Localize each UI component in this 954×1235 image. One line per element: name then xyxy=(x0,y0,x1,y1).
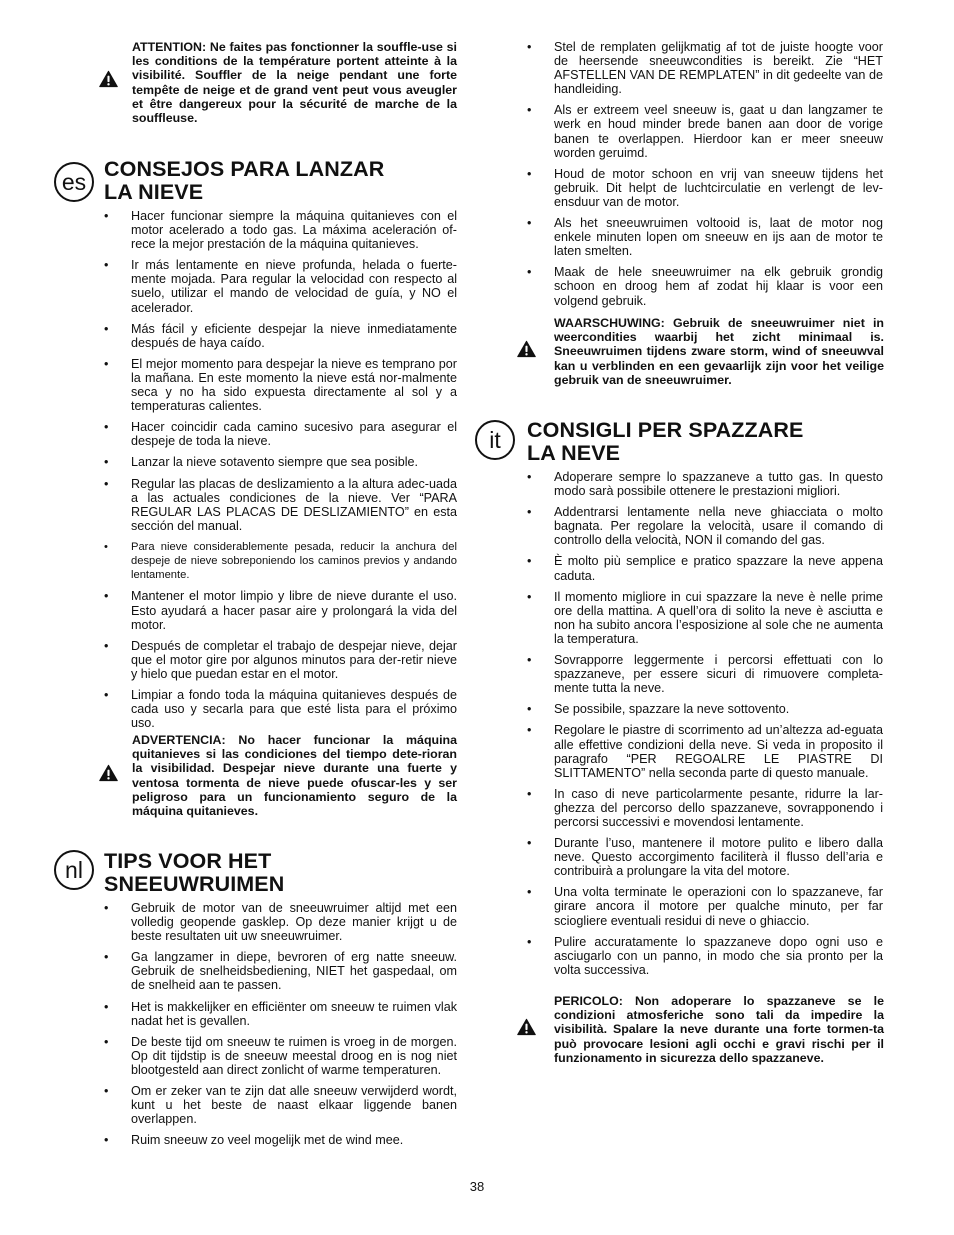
bullet: • xyxy=(104,321,109,336)
section-heading-es xyxy=(104,158,384,204)
es-warning: ADVERTENCIA: No hacer funcionar la máquina quitanieves si las condiciones del tiempo dete-rioran la visibilidad. Despejar nieve durante una fuerte y ventosa tormenta de nieve puede ofuscar-les y ser peligroso para un funcionamiento seguro de la máquina quitanieves. xyxy=(132,733,457,819)
list-item xyxy=(104,1084,457,1127)
section-heading-it xyxy=(527,419,803,465)
bullet: • xyxy=(527,786,532,801)
list-item-text: Lanzar la nieve sotavento siempre que sea posible. xyxy=(131,455,419,470)
bullet: • xyxy=(527,554,532,569)
list-item xyxy=(527,653,883,696)
section-heading-nl xyxy=(104,850,284,896)
list-item xyxy=(527,216,883,259)
fr-warning: ATTENTION: Ne faites pas fonctionner la souffle-use si les conditions de la température portent atteinte à la visibilité. Souffler de la neige pendant une forte tempête de neige et de grand vent peut vous aveugler et être dangereux pour la sécurité de marche de la souffleuse. xyxy=(132,40,457,126)
bullet: • xyxy=(527,589,532,604)
list-item-text: Para nieve considerablemente pesada, reducir la anchura del despeje de nieve sobreponiendo los caminos previos y andando lentamente. xyxy=(131,540,457,582)
heading-line: CONSEJOS PARA LANZAR xyxy=(104,157,385,181)
list-item xyxy=(527,265,883,308)
list-item xyxy=(104,455,457,470)
bullet: • xyxy=(527,885,532,900)
nl-warning: WAARSCHUWING: Gebruik de sneeuwruimer niet in weercondities waarbij het zicht minimaal is. Sneeuwruimen tijdens zware storm, wind of sneeuwval kan u verblinden en een gevaarlijk zijn voor het veilige gebruik van de sneeuwruimer. xyxy=(554,316,884,387)
bullet: • xyxy=(104,1084,109,1099)
list-item xyxy=(104,356,457,414)
list-item-text: Ruim sneeuw zo veel mogelijk met de wind mee. xyxy=(131,1133,404,1148)
es-tips-list xyxy=(104,209,457,737)
bullet: • xyxy=(104,1034,109,1049)
list-item-text: In caso di neve particolarmente pesante, ridurre la lar-ghezza del percorso dello spazzaneve, sovrapponendo i percorsi successivi e movendosi lentamente. xyxy=(554,786,883,829)
list-item-text: Más fácil y eficiente despejar la nieve inmediatamente después de haya caído. xyxy=(131,321,457,350)
heading-line: LA NEVE xyxy=(527,441,621,465)
bullet: • xyxy=(104,1133,109,1148)
list-item xyxy=(104,540,457,583)
bullet: • xyxy=(527,166,532,181)
list-item-text: Maak de hele sneeuwruimer na elk gebruik grondig schoon en droog hem af zodat hij klaar is voor een volgend gebruik. xyxy=(554,265,883,308)
list-item-text: Als het sneeuwruimen voltooid is, laat de motor nog enkele minuten lopen om sneeuw en ijs aan de motor te laten smelten. xyxy=(554,216,883,259)
bullet: • xyxy=(104,209,109,223)
list-item-text: Después de completar el trabajo de despejar nieve, dejar que el motor gire por algunos minutos para der-retir nieve y hielo que puedan estar en el motor. xyxy=(131,638,457,681)
warning-icon xyxy=(517,1018,536,1036)
list-item-text: È molto più semplice e pratico spazzare la neve appena caduta. xyxy=(554,554,883,583)
list-item-text: Adoperare sempre lo spazzaneve a tutto gas. In questo modo sarà possibile ottenere le prestazioni migliori. xyxy=(554,470,883,499)
lang-badge-it: it xyxy=(475,420,515,460)
list-item xyxy=(104,420,457,449)
bullet: • xyxy=(527,40,532,54)
bullet: • xyxy=(527,702,532,717)
list-item xyxy=(527,723,883,780)
bullet: • xyxy=(527,265,532,280)
list-item-text: Houd de motor schoon en vrij van sneeuw tijdens het gebruik. Dit helpt de luchtcirculatie en verlengt de lev-ensduur van de motor. xyxy=(554,166,883,209)
list-item xyxy=(104,1133,457,1148)
list-item xyxy=(527,166,883,209)
list-item xyxy=(104,258,457,315)
list-item-text: Ir más lentamente en nieve profunda, helada o fuerte-mente mojada. Para regular la velocidad con respecto al suelo, utilizar el mando de velocidad de guía, y NO el acelerador. xyxy=(131,258,457,315)
list-item-text: Mantener el motor limpio y libre de nieve durante el uso. Esto ayudará a hacer pasar aire y prolongará la vida del motor. xyxy=(131,589,457,632)
bullet: • xyxy=(104,638,109,653)
bullet: • xyxy=(527,505,532,520)
list-item-text: Pulire accuratamente lo spazzaneve dopo ogni uso e asciugarlo con un panno, in modo che sia pronto per la volta successiva. xyxy=(554,934,883,977)
list-item xyxy=(527,934,883,977)
bullet: • xyxy=(527,836,532,851)
list-item xyxy=(104,950,457,993)
bullet: • xyxy=(527,470,532,484)
list-item xyxy=(527,470,883,499)
list-item-text: Als er extreem veel sneeuw is, gaat u dan langzamer te werk en houd minder brede banen aan door de vorige banen te overlappen. Hierdoor kan er meer sneeuw worden geruimd. xyxy=(554,103,883,160)
list-item xyxy=(527,505,883,548)
heading-line: TIPS VOOR HET xyxy=(104,849,272,873)
list-item-text: Regular las placas de deslizamiento a la altura adec-uada a las actuales condiciones de la nieve. Ver “PARA REGULAR LAS PLACAS DE DESLIZAMIENTO” en esta sección del manual. xyxy=(131,476,457,533)
list-item xyxy=(104,321,457,350)
bullet: • xyxy=(104,540,108,553)
list-item xyxy=(527,589,883,646)
page-number: 38 xyxy=(469,1179,485,1194)
list-item-text: De beste tijd om sneeuw te ruimen is vroeg in de morgen. Op dit tijdstip is de sneeuw meestal droog en is nog niet blootgesteld aan direct zonlicht of warme temperaturen. xyxy=(131,1034,457,1077)
list-item xyxy=(527,786,883,829)
list-item xyxy=(527,554,883,583)
warning-icon xyxy=(99,70,118,88)
it-warning: PERICOLO: Non adoperare lo spazzaneve se le condizioni atmosferiche sono tali da impedire la visibilità. Spalare la neve durante una forte tormen-ta può provocare lesioni agli occhi e gravi rischi per il funzionamento in sicurezza dello spazzaneve. xyxy=(554,994,884,1065)
bullet: • xyxy=(104,455,109,470)
lang-badge-nl: nl xyxy=(54,850,94,890)
bullet: • xyxy=(104,476,109,491)
bullet: • xyxy=(104,589,109,604)
nl-tips-list xyxy=(104,901,457,1154)
heading-line: LA NIEVE xyxy=(104,180,204,204)
list-item xyxy=(527,103,883,160)
list-item-text: Het is makkelijker en efficiënter om sneeuw te ruimen vlak nadat het is gevallen. xyxy=(131,999,457,1028)
list-item-text: Durante l’uso, mantenere il motore pulito e libero dalla neve. Questo accorgimento faciliterà il flusso dell’aria e contribuirà a prolungare la vita del motore. xyxy=(554,836,883,879)
list-item-text: Hacer funcionar siempre la máquina quitanieves con el motor acelerado a todo gas. La máxima aceleración of-rece la mejor prestación de la máquina quitanieves. xyxy=(131,209,457,252)
warning-icon xyxy=(99,764,118,782)
list-item xyxy=(104,999,457,1028)
heading-line: SNEEUWRUIMEN xyxy=(104,872,285,896)
nl-tips-list-continued xyxy=(527,40,883,315)
list-item xyxy=(104,209,457,252)
bullet: • xyxy=(104,999,109,1014)
bullet: • xyxy=(104,950,109,965)
bullet: • xyxy=(527,934,532,949)
list-item-text: Addentrarsi lentamente nella neve ghiacciata o molto bagnata. Per regolare la velocità, usare il comando di controllo della velocità, NON il comando del gas. xyxy=(554,505,883,548)
list-item xyxy=(104,589,457,632)
bullet: • xyxy=(527,723,532,738)
list-item-text: Regolare le piastre di scorrimento ad un’altezza ad-eguata alle effettive condizioni della neve. Si veda in proposito il paragrafo “PER REGOALRE LE PIASTRE DI SLITTAMENTO” nella seconda parte di questo manuale. xyxy=(554,723,883,780)
list-item xyxy=(104,901,457,944)
bullet: • xyxy=(104,420,109,435)
heading-line: CONSIGLI PER SPAZZARE xyxy=(527,418,804,442)
list-item-text: El mejor momento para despejar la nieve es temprano por la mañana. En este momento la nieve está nor-malmente seca y no ha sido expuesta directamente al sol y a temperaturas calientes. xyxy=(131,356,457,414)
list-item-text: Limpiar a fondo toda la máquina quitanieves después de cada uso y secarla para que esté lista para el próximo uso. xyxy=(131,688,457,731)
list-item-text: Una volta terminate le operazioni con lo spazzaneve, far girare ancora il motore per qualche minuto, per far sciogliere eventuali residui di neve o ghiaccio. xyxy=(554,885,883,928)
list-item-text: Sovrapporre leggermente i percorsi effettuati con lo spazzaneve, per essere sicuri di rimuovere completa-mente tutta la neve. xyxy=(554,653,883,696)
bullet: • xyxy=(104,901,109,915)
list-item xyxy=(527,836,883,879)
list-item-text: Se possibile, spazzare la neve sottovento. xyxy=(554,702,790,717)
it-tips-list xyxy=(527,470,883,984)
list-item-text: Gebruik de motor van de sneeuwruimer altijd met een volledig geopende gasklep. Op deze manier krijgt u de beste resultaten uit uw sneeuwruimer. xyxy=(131,901,457,944)
list-item xyxy=(527,40,883,97)
bullet: • xyxy=(104,258,109,273)
list-item xyxy=(104,688,457,731)
list-item xyxy=(104,1034,457,1077)
list-item xyxy=(104,476,457,533)
list-item xyxy=(527,885,883,928)
bullet: • xyxy=(104,688,109,703)
warning-icon xyxy=(517,340,536,358)
list-item xyxy=(527,702,883,717)
bullet: • xyxy=(527,103,532,118)
list-item-text: Stel de remplaten gelijkmatig af tot de juiste hoogte voor de heersende sneeuwcondities is bereikt. Zie “HET AFSTELLEN VAN DE REMPLATEN” in dit gedeelte van de handleiding. xyxy=(554,40,883,97)
list-item-text: Il momento migliore in cui spazzare la neve è nelle prime ore della mattina. A quell’ora di solito la neve è asciutta e non ha subito ancora l’esposizione al sole che ne aumenta la temperatura. xyxy=(554,589,883,646)
list-item-text: Hacer coincidir cada camino sucesivo para asegurar el despeje de toda la nieve. xyxy=(131,420,457,449)
bullet: • xyxy=(104,356,109,371)
lang-badge-es: es xyxy=(54,162,94,202)
bullet: • xyxy=(527,216,532,231)
list-item xyxy=(104,638,457,681)
list-item-text: Om er zeker van te zijn dat alle sneeuw verwijderd wordt, kunt u het beste de naast elkaar liggende banen overlappen. xyxy=(131,1084,457,1127)
list-item-text: Ga langzamer in diepe, bevroren of erg natte sneeuw. Gebruik de snelheidsbediening, NIET het gaspedaal, om de snelheid aan te passen. xyxy=(131,950,457,993)
bullet: • xyxy=(527,653,532,668)
